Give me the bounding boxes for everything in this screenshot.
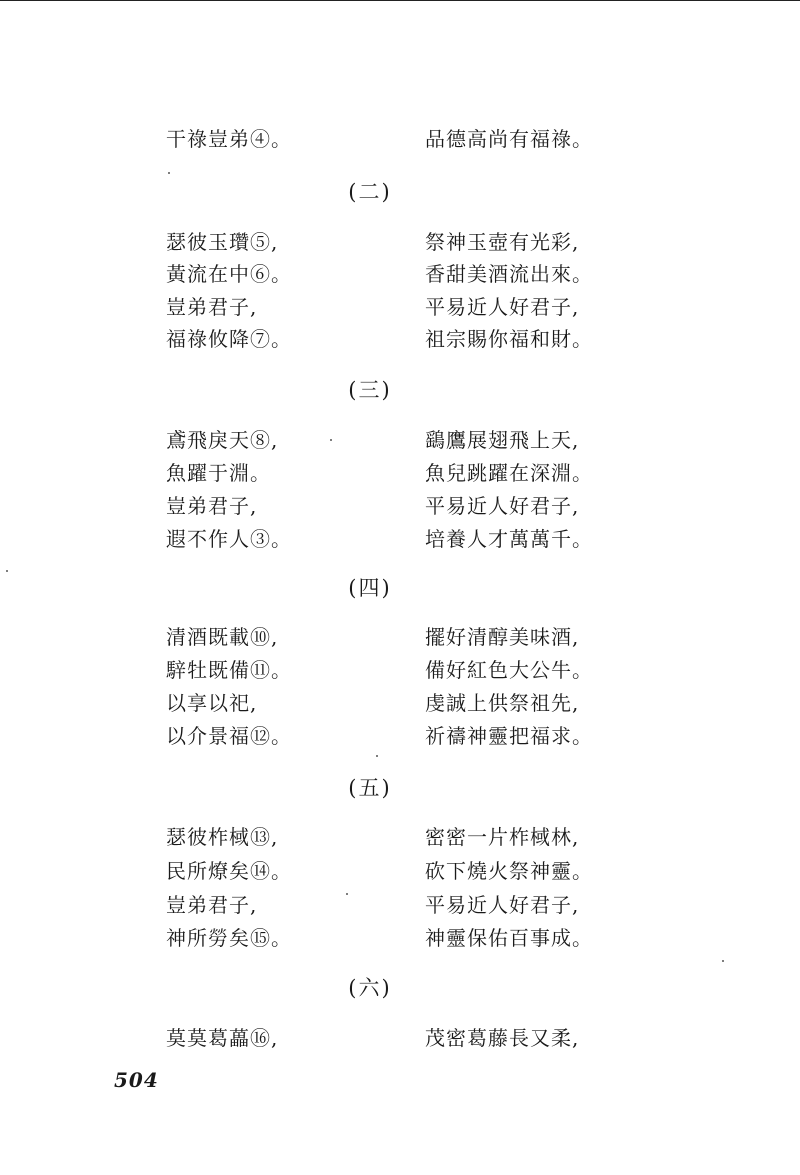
original-line: 遐不作人③。 bbox=[166, 527, 292, 551]
original-line: 清酒既載⑩, bbox=[166, 625, 279, 649]
stanza-heading: (三) bbox=[348, 378, 392, 402]
stanza-heading: (五) bbox=[348, 776, 392, 800]
translation-line: 培養人才萬萬千。 bbox=[425, 527, 593, 551]
translation-line: 祈禱神靈把福求。 bbox=[425, 724, 593, 748]
scan-speck bbox=[722, 960, 724, 962]
original-line: 魚躍于淵。 bbox=[166, 461, 271, 485]
original-line: 豈弟君子, bbox=[166, 295, 258, 319]
translation-line: 香甜美酒流出來。 bbox=[425, 262, 593, 286]
original-line: 莫莫葛藟⑯, bbox=[166, 1026, 279, 1050]
stanza-heading: (六) bbox=[348, 976, 392, 1000]
translation-line: 鷂鷹展翅飛上天, bbox=[425, 428, 580, 452]
translation-line: 品德高尚有福祿。 bbox=[425, 127, 593, 151]
translation-line: 平易近人好君子, bbox=[425, 893, 580, 917]
translation-line: 備好紅色大公牛。 bbox=[425, 658, 593, 682]
original-line: 民所燎矣⑭。 bbox=[166, 859, 292, 883]
original-line: 以介景福⑫。 bbox=[166, 724, 292, 748]
translation-line: 神靈保佑百事成。 bbox=[425, 926, 593, 950]
original-line: 豈弟君子, bbox=[166, 494, 258, 518]
original-line: 豈弟君子, bbox=[166, 893, 258, 917]
translation-line: 砍下燒火祭神靈。 bbox=[425, 859, 593, 883]
original-line: 騂牡既備⑪。 bbox=[166, 658, 292, 682]
translation-line: 祖宗賜你福和財。 bbox=[425, 327, 593, 351]
translation-line: 茂密葛藤長又柔, bbox=[425, 1026, 580, 1050]
original-line: 神所勞矣⑮。 bbox=[166, 926, 292, 950]
stanza-heading: (二) bbox=[348, 180, 392, 204]
scan-speck bbox=[376, 755, 378, 757]
stanza-heading: (四) bbox=[348, 576, 392, 600]
scan-speck bbox=[6, 570, 8, 572]
original-line: 瑟彼玉瓚⑤, bbox=[166, 230, 279, 254]
original-line: 干祿豈弟④。 bbox=[166, 127, 292, 151]
scan-speck bbox=[168, 172, 170, 174]
translation-line: 虔誠上供祭祖先, bbox=[425, 691, 580, 715]
page-number: 504 bbox=[114, 1068, 159, 1092]
translation-line: 平易近人好君子, bbox=[425, 494, 580, 518]
original-line: 福祿攸降⑦。 bbox=[166, 327, 292, 351]
translation-line: 平易近人好君子, bbox=[425, 295, 580, 319]
original-line: 瑟彼柞棫⑬, bbox=[166, 825, 279, 849]
original-line: 以享以祀, bbox=[166, 691, 258, 715]
translation-line: 祭神玉壺有光彩, bbox=[425, 230, 580, 254]
translation-line: 魚兒跳躍在深淵。 bbox=[425, 461, 593, 485]
scan-speck bbox=[346, 893, 348, 895]
translation-line: 密密一片柞棫林, bbox=[425, 825, 580, 849]
scan-speck bbox=[330, 439, 332, 441]
original-line: 黃流在中⑥。 bbox=[166, 262, 292, 286]
original-line: 鳶飛戾天⑧, bbox=[166, 428, 279, 452]
translation-line: 擺好清醇美味酒, bbox=[425, 625, 580, 649]
